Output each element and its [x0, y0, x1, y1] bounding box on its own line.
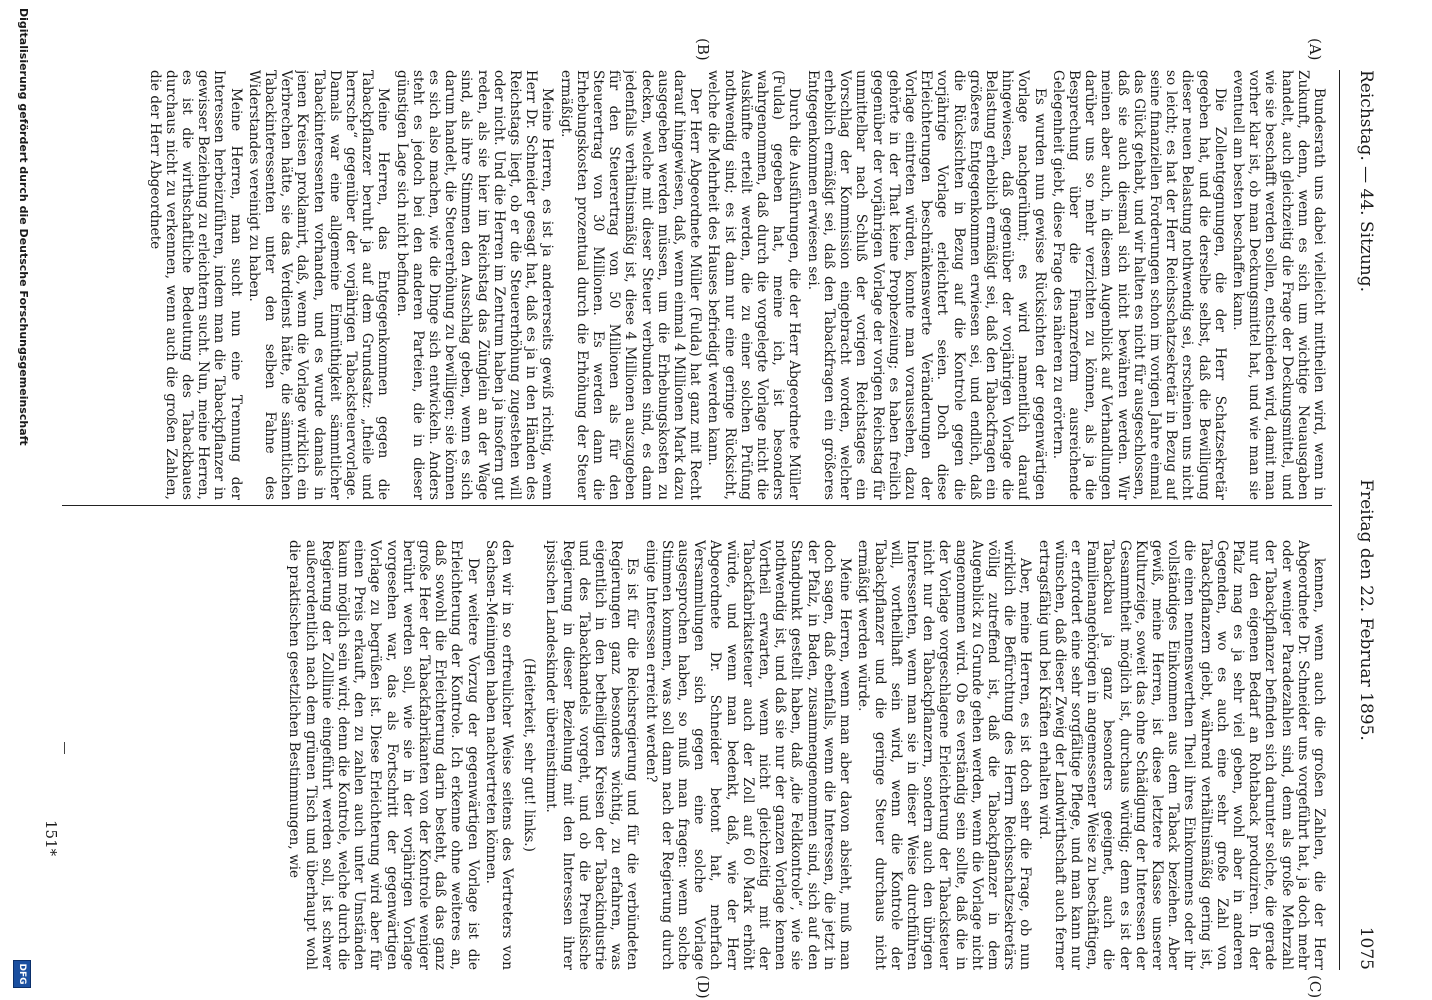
paragraph: Durch die Ausführungen, die der Herr Abgeordnete Müller (Fulda) gegeben hat, meine ich, ist besonders wahrgenommen, daß durch die vorgelegte Vorlage nicht die Auskünfte erteilt werden, die zu einer solchen Prüfung nothwendig sind; es ist dann nur eine geringe Rücksicht, welche die Mehrheit des Hauses befriedigt werden kann.: [705, 70, 803, 500]
stage-direction: (Heiterkeit, sehr gut! links.): [521, 658, 538, 852]
paragraph: Es ist für die Reichsregierung und für die verbündeten Regierungen ganz besonders wichtig, zu erfahren, was eigentlich in den betheiligten Kreisen der Tabackindustrie und des Tabackhandels vorgeht, und ob die Preußische Regierung in dieser Beziehung mit den Interessen ihrer ipsischen Landeskinder übereinstimmt.: [543, 540, 641, 970]
paragraph: kennen, wenn auch die großen Zahlen, die der Herr Abgeordnete Dr. Schneider uns vorgeführt hat, ja doch mehr oder weniger Paradezahlen sind, denn als große Mehrzahl der Tabackpflanzer befinden sich darunter solche, die gerade nur den eigenen Bedarf an Rohtaback produziren. In der Pfalz mag es ja sehr viel geben, wohl aber in anderen Gegenden, wo es auch eine sehr große Zahl von Tabackpflanzern giebt, während verhältnismäßig gering ist, die einen nennenswerthen Theil ihres Einkommens oder ihr vollständiges Einkommen aus dem Taback beziehen. Aber gewiß, meine Herren, ist diese letztere Klasse unserer Kulturzeige, soweit das ohne Schädigung der Interessen der Gesammtheit möglich ist, durchaus würdig; denn es ist der Tabackbau ja ganz besonders geeignet, auch die Familienangehörigen in angemessener Weise zu beschäftigen, er erfordert eine sehr sorgfältige Pflege, und man kann nur wünschen, daß dieser Zweig der Landwirthschaft auch ferner ertragsfähig und bei Kräften erhalten wird.: [1035, 540, 1327, 970]
paragraph: Meine Herren, das Entgegenkommen gegen die Tabackpflanzer beruht ja auf dem Grundsatz: „theile und herrsche“ gegenüber der vorjährigen Tabacksteuervorlage. Damals war eine allgemeine Einmüthigkeit sämmtlicher Tabackinteressenten vorhanden, und es wurde damals in jenen Kreisen proklamirt, daß, wenn die Vorlage wirklich ein Verbrechen hätte, sie das Verdienst hätte, die sämmtlichen Tabackinteressenten unter den selben Fahne des Widerstandes vereinigt zu haben.: [245, 70, 392, 500]
paragraph: Aber, meine Herren, es ist doch sehr die Frage, ob nun wirklich die Befürchtung des Herrn Reichsschatzsekretärs völlig zutreffend ist, daß die Tabackpflanzer in dem Augenblick zu Grunde gehen werden, wenn die Vorlage nicht angenommen wird. Ob es verständig sein sollte, daß die in der Vorlage vorgeschlagene Erleichterung der Tabacksteuer nicht nur den Tabackpflanzern, sondern auch den übrigen Interessenten, wenn man sie in dieser Weise durchführen will, vortheilhaft sein wird, wenn die Kontrole der Tabackpflanzer und die geringe Steuer durchaus nicht ermäßigt werden würde.: [855, 540, 1034, 970]
footer-credit-text: Digitalisierung gefördert durch die Deutsche Forschungsgemeinschaft: [17, 8, 30, 446]
paragraph: Der weitere Vorzug der gegenwärtigen Vorlage ist die Erleichterung der Kontrole. Ich erkenne ohne weiteres an, daß sowohl die Erleichterung darin besteht, daß das ganz große Heer der Tabackfabrikanten von der Kontrole weniger berührt werden soll, wie sie in der vorjährigen Vorlage vorgesehen war, das als Fortschritt der gegenwärtigen Vorlage zu begrüßen ist. Diese Erleichterung wird aber für einen Preis erkauft, den zu zahlen auch unter Umständen kaum möglich sein wird; denn die Kontrole, welche durch die Regierung der Zolllinie eingeführt werden soll, ist schwer außerordentlich nach dem grünen Tisch und überhaupt wohl die praktischen gesetzlichen Bestimmungen, wie: [286, 540, 481, 970]
margin-mark-d: (D): [694, 975, 712, 999]
paragraph: Bundesrath uns dabei vielleicht mittheilen wird, wenn in Zukunft, denn, wenn es sich um wichtige Neuausgaben handelt, auch gleichzeitig die Frage der Deckungsmittel, und wie sie beschafft werden sollen, entschieden wird, damit man vorher klar ist, ob man Deckungsmittel hat, und wie man sie eventuell am besten beschaffen kann.: [1229, 70, 1327, 500]
right-column: [67, 540, 1327, 970]
header-session: Reichstag. — 44. Sitzung.: [1356, 70, 1376, 293]
margin-mark-b: (B): [694, 38, 712, 61]
folio-number: 151*: [42, 820, 60, 857]
column-divider: [62, 505, 1332, 506]
header-page-number: 1075: [1356, 926, 1376, 970]
page-header: [1342, 70, 1382, 970]
dfg-logo-icon: DFG: [13, 960, 31, 988]
paragraph: Meine Herren, wenn man aber davon absieht, muß man doch sagen, daß ebenfalls, wenn die Interessen, die jetzt in der Pfalz, in Baden, zusammengenommen sind, sich auf den Standpunkt gestellt haben, daß „die Feldkontrole“, wie sie nothwendig ist, und daß sie nur der ganzen Vorlage kennen Vortheil erwarten, wenn nicht gleichzeitig mit der Tabackfabrikatsteuer auch der Zoll auf 60 Mark erhöht würde, und wenn man bedenkt, daß, wie der Herr Abgeordnete Dr. Schneider betont hat, mehrfach Versammlungen sich gegen eine solche Vorlage ausgesprochen haben, so muß man fragen: wenn solche Stimmen kommen, was soll dann nach der Regierung durch einige Interessen erreicht werden?: [642, 540, 854, 970]
paragraph: Es wurden nun gewisse Rücksichten der gegenwärtigen Vorlage nachgerühmt; es wird namentlich darauf hingewiesen, daß gegenüber der vorjährigen Vorlage die Belastung erheblich ermäßigt sei, daß den Tabackfragen ein größeres Entgegenkommen erwiesen sei, und endlich, daß die Rücksichten in Bezug auf die Kontrole gegen die vorjährige Vorlage erleichtert seien. Doch diese Erleichterungen beschränkenswerte Veränderungen der Vorlage eintreten würden, konnte man voraussehen, dazu gehörte in der That keine Prophezeiung; es haben freilich gegenüber der vorjährigen Vorlage der vorigen Reichstag für unmittelbar nach Schluß der vorigen Reichstages ein Vorschlag der Kommission eingebracht worden, welcher erheblich ermäßigt sei, daß den Tabackfragen ein größeres Entgegenkommen erwiesen sei.: [804, 70, 1048, 500]
margin-mark-c: (C): [1306, 975, 1324, 999]
tick-mark: [64, 742, 65, 754]
header-rule: [1339, 70, 1340, 970]
paragraph: Der Herr Abgeordnete Müller (Fulda) hat ganz mit Recht darauf hingewiesen, daß, wenn einmal 4 Millionen Mark dazu ausgegeben werden müssen, um die Erhebungskosten zu decken, welche mit dieser Steuer verbunden sind, es dann jedenfalls verhältnismäßig ist, diese 4 Millionen auszugeben für den Steuerertrag von 50 Millionen als für den Steuerertrag von 30 Millionen. Es werden dann die Erhebungskosten prozentual durch die Erhöhung der Steuer ermäßigt.: [557, 70, 704, 500]
header-date: Freitag den 22. Februar 1895.: [1356, 479, 1376, 741]
digitization-footer: [10, 0, 34, 1000]
paragraph: Meine Herren, man sucht nun eine Trennung der Interessen herbeizuführen, indem man die Tabackpflanzer in gewisser Beziehung zu erleichtern sucht. Nun, meine Herren, es ist die wirthschaftliche Bedeutung des Tabackbaues durchaus nicht zu verkennen, wenn auch die großen Zahlen, die der Herr Abgeordnete: [146, 70, 244, 500]
left-column: [67, 70, 1327, 500]
paragraph: Die Zollentgegnungen, die der Herr Schatzsekretär gegeben hat, und die derselbe selbst, daß die Bewilligung dieser neuen Belastung nothwendig sei, erscheinen uns nicht so leicht; es hat der Herr Reichsschatzsekretär in Bezug auf seine finanziellen Forderungen schon im vorigen Jahre einmal das Glück gehabt, und wir halten es nicht für ausgeschlossen, daß sie auch diesmal sich nicht bewähren werden. Wir meinen aber auch, in diesem Augenblick auf Verhandlungen darüber uns so mehr verzichten zu können, als ja die Besprechung über die Finanzreform ausreichende Gelegenheit giebt, diese Frage des näheren zu erörtern.: [1049, 70, 1228, 500]
paragraph: den wir in so erfreulicher Weise seitens des Vertreters von Sachsen-Meiningen haben nachvertreten können.: [482, 540, 516, 970]
paragraph: Meine Herren, es ist ja andererseits gewiß richtig, wenn Herr Dr. Schneider gesagt hat, daß es ja in den Händen des Reichstags liegt, ob er die Steuererhöhung zugestehen will oder nicht. Und die Herren im Zentrum haben ja insofern gut reden, als sie hier im Reichstag das Zünglein an der Wage sind, als ihre Stimmen den Ausschlag geben, wenn es sich darum handelt, die Steuererhöhung zu bewilligen; sie können es sich also machen, wie die Dinge sich entwickeln. Anders steht es jedoch bei den anderen Parteien, die in dieser günstigen Lage sich nicht befinden.: [393, 70, 556, 500]
margin-mark-a: (A): [1306, 38, 1324, 61]
